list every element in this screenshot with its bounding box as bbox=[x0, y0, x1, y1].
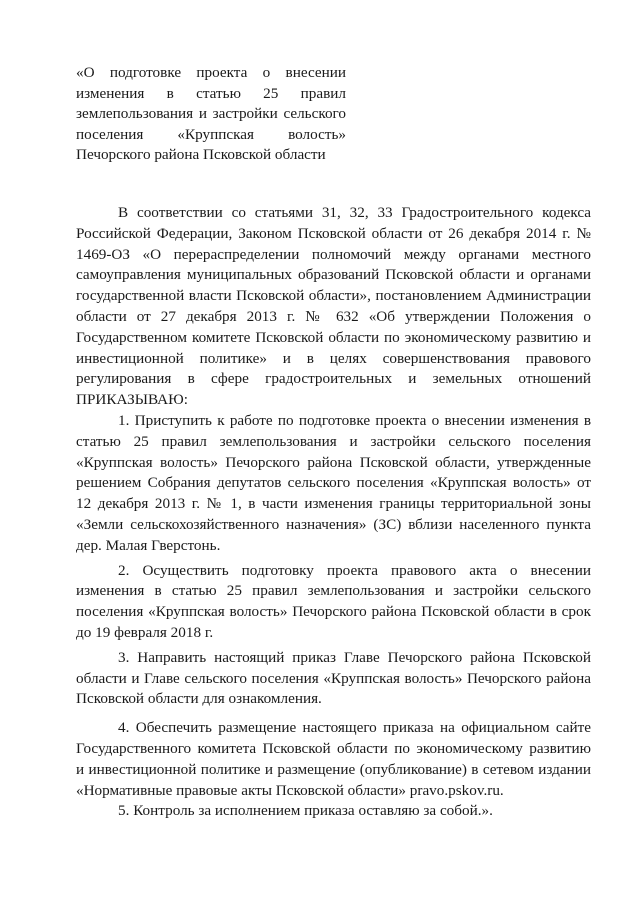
text-line: статью 25 правил землепользования и застройки сельского поселения bbox=[76, 432, 591, 450]
text-line: регулирования в сфере градостроительных и земельных отношений bbox=[76, 370, 591, 388]
text-line: «Нормативные правовые акты Псковской области» pravo.pskov.ru. bbox=[76, 781, 504, 799]
text-line: 1. Приступить к работе по подготовке проекта о внесении изменения в bbox=[118, 411, 591, 429]
text-line: решением Собрания депутатов сельского поселения «Круппская волость» от bbox=[76, 474, 591, 492]
title-line: Печорского района Псковской области bbox=[76, 146, 326, 163]
text-line: Государственного комитета Псковской области по экономическому развитию bbox=[76, 739, 591, 757]
document-title bbox=[76, 63, 346, 166]
text-line: 12 декабря 2013 г. № 1, в части изменения границы территориальной зоны bbox=[76, 495, 591, 513]
text-line: 2. Осуществить подготовку проекта правового акта о внесении bbox=[118, 561, 591, 579]
order-item-5 bbox=[76, 801, 591, 822]
document-body bbox=[76, 203, 591, 822]
text-line: дер. Малая Гверстонь. bbox=[76, 536, 221, 554]
order-item-3 bbox=[76, 648, 591, 710]
preamble-paragraph bbox=[76, 203, 591, 411]
text-line: Российской Федерации, Законом Псковской области от 26 декабря 2014 г. № bbox=[76, 224, 591, 242]
text-line: области и Главе сельского поселения «Круппская волость» Печорского района bbox=[76, 669, 591, 687]
text-line: «Земли сельскохозяйственного назначения» (ЗС) вблизи населенного пункта bbox=[76, 515, 591, 533]
title-line: поселения «Круппская волость» bbox=[76, 125, 346, 143]
text-line: 5. Контроль за исполнением приказа оставляю за собой.». bbox=[118, 802, 493, 820]
order-item-1 bbox=[76, 411, 591, 557]
text-line: Псковской области для ознакомления. bbox=[76, 690, 322, 708]
text-line: инвестиционной политике» и в целях совершенствования правового bbox=[76, 349, 591, 367]
text-line: самоуправления муниципальных образований Псковской области и органами bbox=[76, 266, 591, 284]
text-line: области от 27 декабря 2013 г. № 632 «Об утверждении Положения о bbox=[76, 307, 591, 325]
text-line: до 19 февраля 2018 г. bbox=[76, 623, 214, 641]
order-item-4 bbox=[76, 718, 591, 801]
title-line: землепользования и застройки сельского bbox=[76, 105, 346, 122]
text-line: 1469-ОЗ «О перераспределении полномочий между органами местного bbox=[76, 245, 591, 263]
text-line: и инвестиционной политике и размещение (опубликование) в сетевом издании bbox=[76, 760, 591, 778]
order-item-2 bbox=[76, 561, 591, 644]
order-heading: ПРИКАЗЫВАЮ: bbox=[76, 391, 188, 409]
text-line: Государственном комитете Псковской области по экономическому развитию и bbox=[76, 328, 591, 346]
text-line: В соответствии со статьями 31, 32, 33 Градостроительного кодекса bbox=[118, 204, 591, 221]
text-line: 3. Направить настоящий приказ Главе Печорского района Псковской bbox=[118, 648, 591, 666]
text-line: государственной власти Псковской области», постановлением Администрации bbox=[76, 287, 591, 305]
text-line: 4. Обеспечить размещение настоящего приказа на официальном сайте bbox=[118, 719, 591, 737]
text-line: «Круппская волость» Печорского района Псковской области, утвержденные bbox=[76, 453, 591, 471]
text-line: поселения «Круппская волость» Печорского района Псковской области в срок bbox=[76, 603, 591, 621]
title-line: «О подготовке проекта о внесении bbox=[76, 64, 346, 81]
title-line: изменения в статью 25 правил bbox=[76, 84, 346, 102]
text-line: изменения в статью 25 правил землепользования и застройки сельского bbox=[76, 582, 591, 600]
